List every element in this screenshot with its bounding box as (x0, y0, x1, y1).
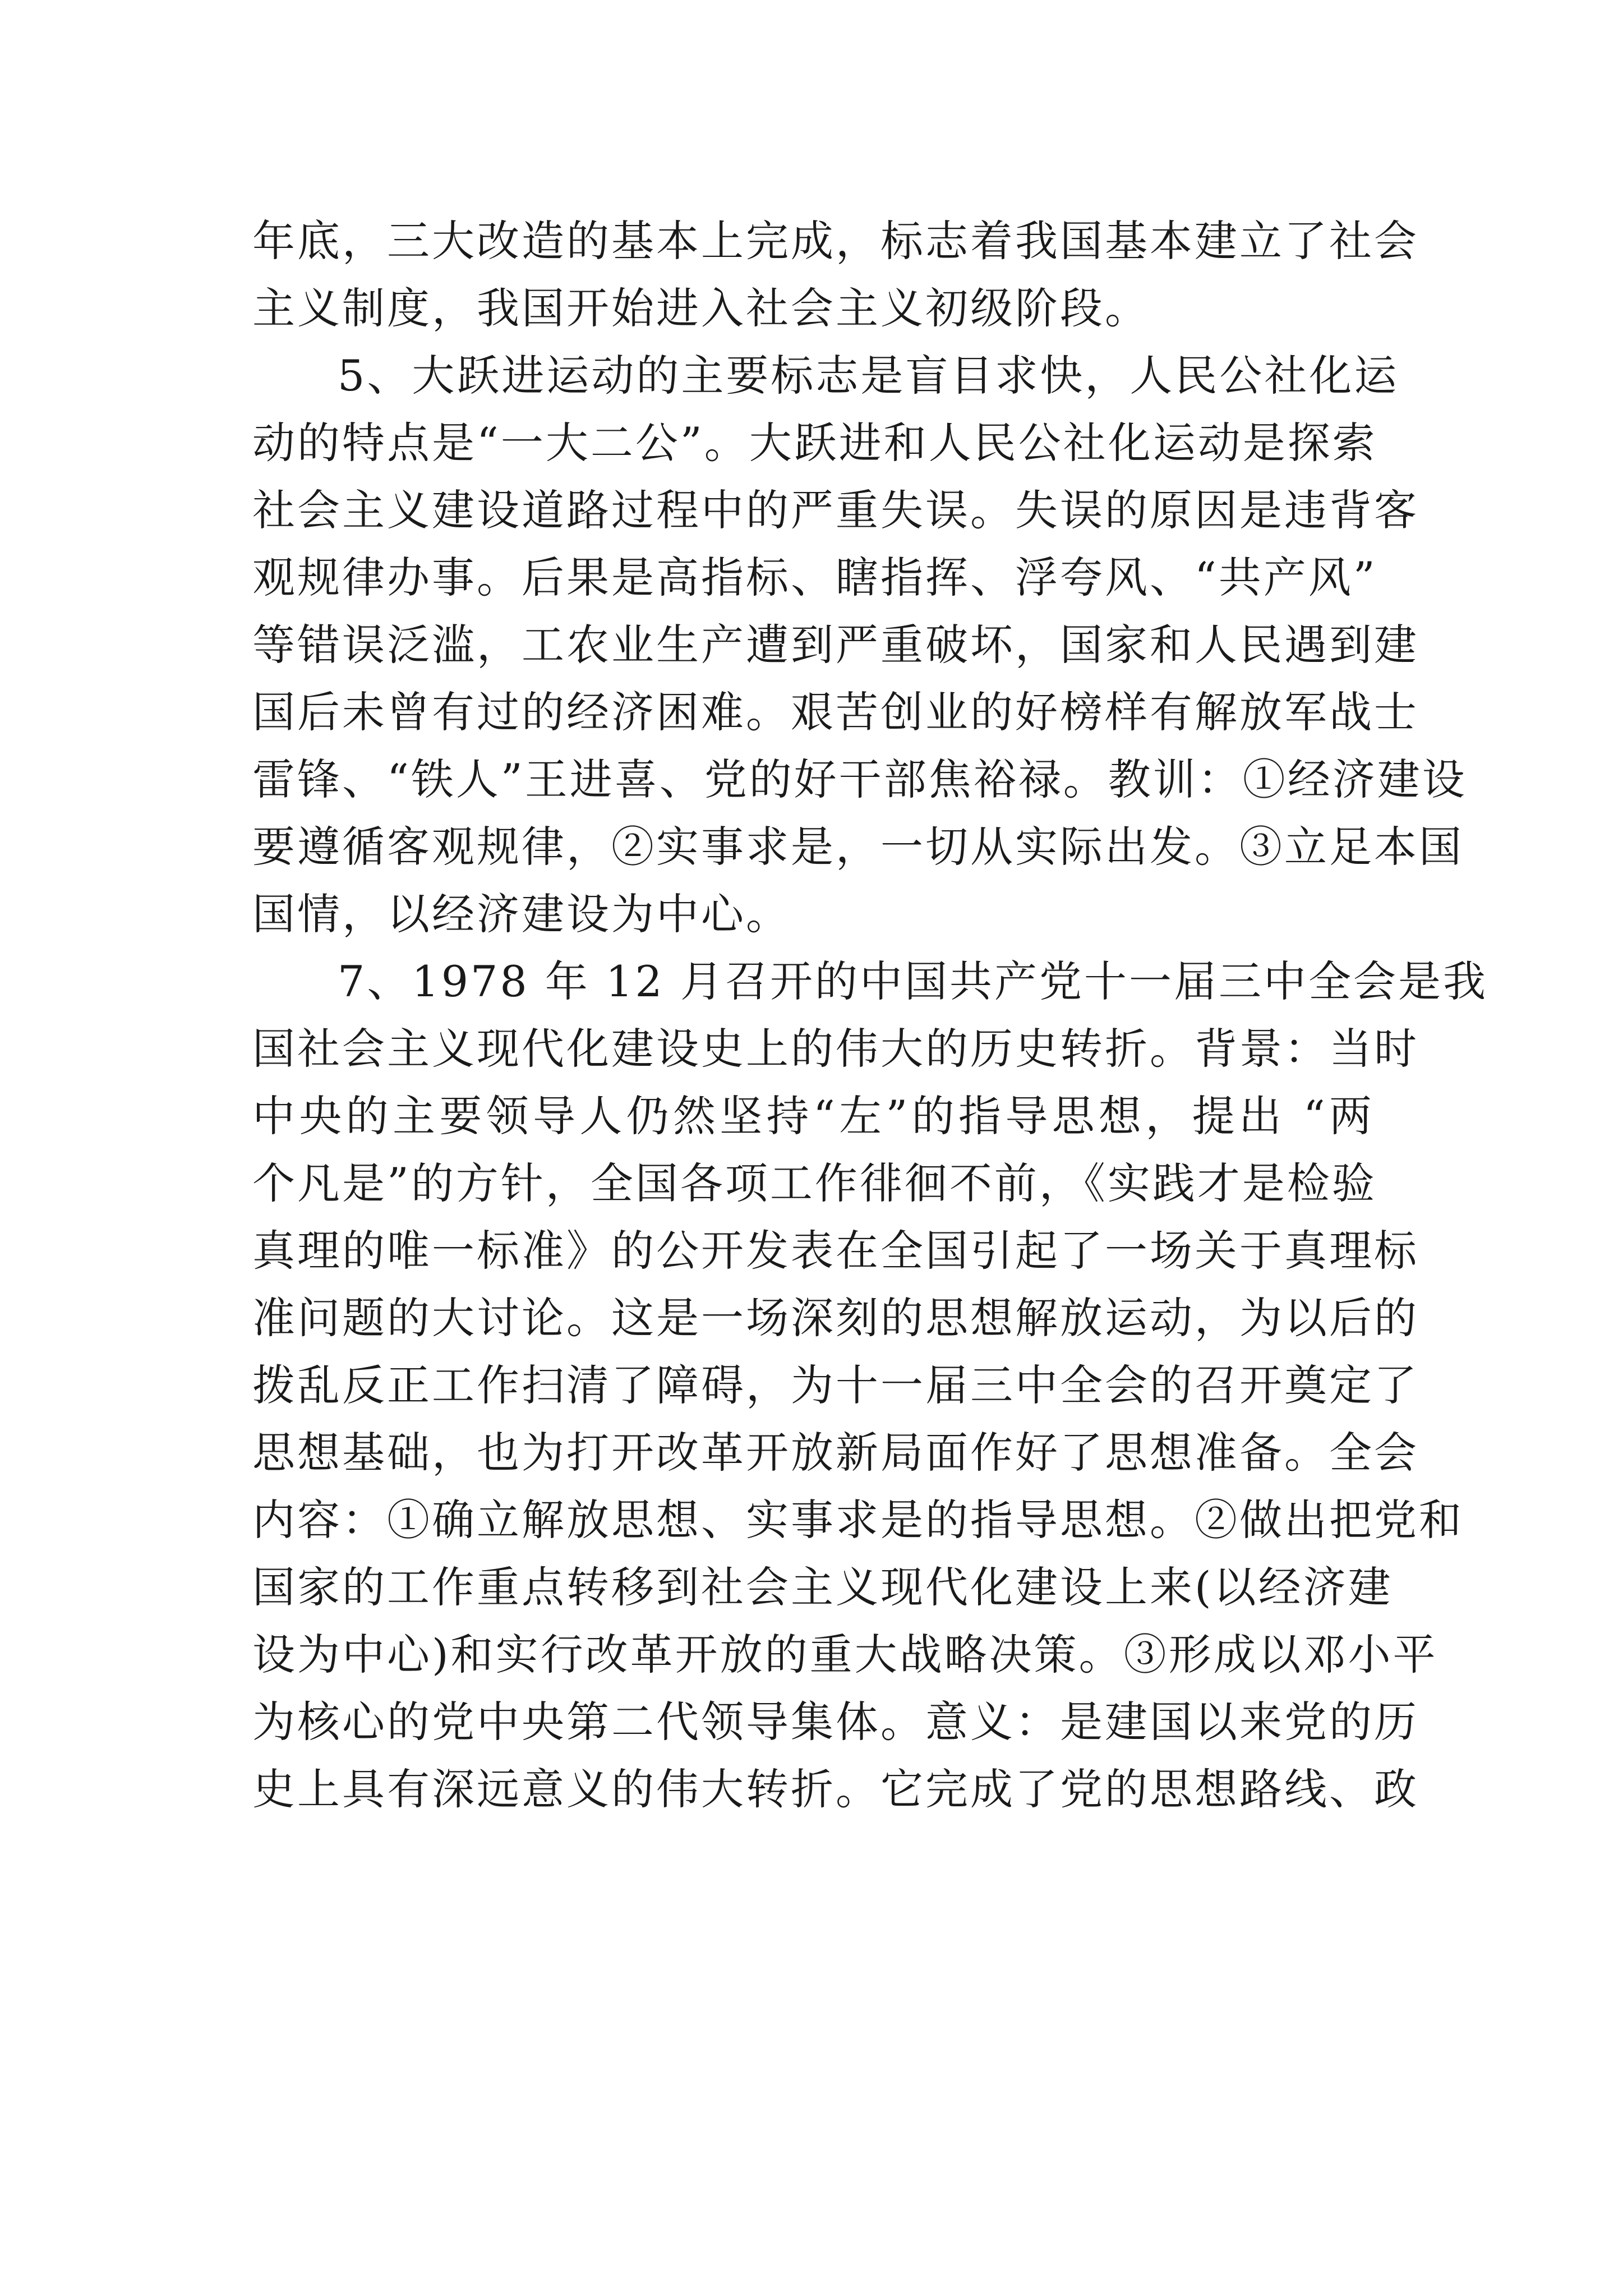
text-line: 国社会主义现代化建设史上的伟大的历史转折。背景：当时 (252, 1024, 1419, 1074)
text-line: 真理的唯一标准》的公开发表在全国引起了一场关于真理标 (252, 1226, 1419, 1276)
text-line: 国后未曾有过的经济困难。艰苦创业的好榜样有解放军战士 (252, 687, 1419, 737)
text-line: 观规律办事。后果是高指标、瞎指挥、浮夸风、“共产风” (252, 553, 1377, 602)
text-line: 年底，三大改造的基本上完成，标志着我国基本建立了社会 (252, 216, 1419, 266)
paragraph-first-line: 5、大跃进运动的主要标志是盲目求快，人民公社化运 (338, 351, 1399, 401)
text-line: 拨乱反正工作扫清了障碍，为十一届三中全会的召开奠定了 (252, 1360, 1419, 1410)
text-line: 国家的工作重点转移到社会主义现代化建设上来(以经济建 (252, 1562, 1393, 1612)
text-line: 内容：①确立解放思想、实事求是的指导思想。②做出把党和 (252, 1495, 1464, 1545)
text-line: 国情，以经济建设为中心。 (252, 889, 791, 939)
text-line: 社会主义建设道路过程中的严重失误。失误的原因是违背客 (252, 485, 1419, 535)
text-line: 为核心的党中央第二代领导集体。意义：是建国以来党的历 (252, 1697, 1419, 1747)
paragraph-first-line: 7、1978 年 12 月召开的中国共产党十一届三中全会是我 (338, 956, 1488, 1006)
text-line: 动的特点是“一大二公”。大跃进和人民公社化运动是探索 (252, 418, 1377, 468)
text-line: 主义制度，我国开始进入社会主义初级阶段。 (252, 283, 1150, 333)
text-line: 中央的主要领导人仍然坚持“左”的指导思想，提出 “两 (252, 1091, 1374, 1141)
text-line: 设为中心)和实行改革开放的重大战略决策。③形成以邓小平 (252, 1630, 1438, 1680)
text-line: 等错误泛滥，工农业生产遭到严重破坏，国家和人民遇到建 (252, 620, 1419, 670)
text-line: 史上具有深远意义的伟大转折。它完成了党的思想路线、政 (252, 1764, 1419, 1814)
text-line: 思想基础，也为打开改革开放新局面作好了思想准备。全会 (252, 1428, 1419, 1478)
text-line: 雷锋、“铁人”王进喜、党的好干部焦裕禄。教训：①经济建设 (252, 754, 1467, 804)
text-line: 个凡是”的方针，全国各项工作徘徊不前，《实践才是检验 (252, 1158, 1377, 1208)
document-body (252, 208, 1488, 1823)
text-line: 准问题的大讨论。这是一场深刻的思想解放运动，为以后的 (252, 1293, 1419, 1343)
text-line: 要遵循客观规律，②实事求是，一切从实际出发。③立足本国 (252, 822, 1464, 872)
